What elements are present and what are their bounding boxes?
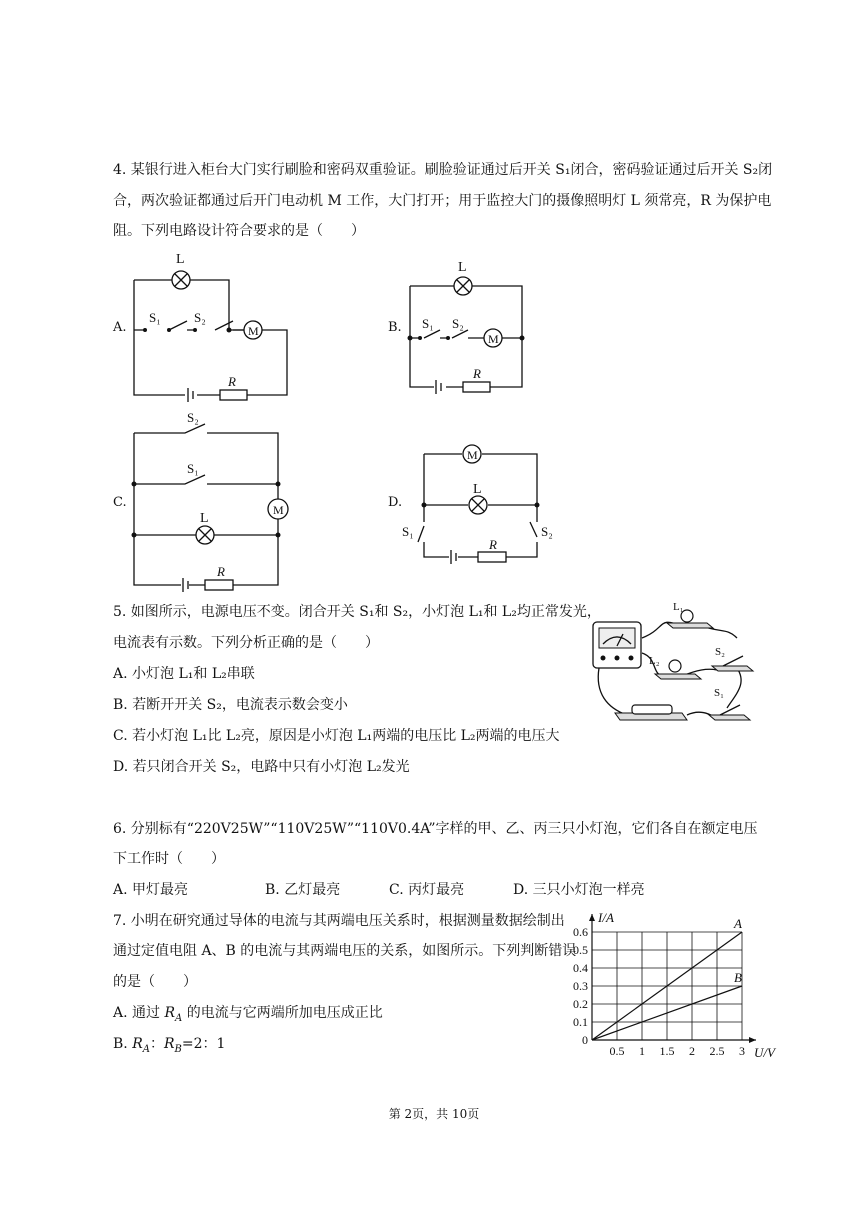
y-tick-label: 0.3 <box>573 979 588 993</box>
resistor-icon <box>478 552 506 562</box>
x-tick-label: 1 <box>639 1044 645 1058</box>
iu-chart <box>562 905 775 1065</box>
option-c-label: C. <box>113 495 127 510</box>
q5-option-c: C. 若小灯泡 L₁比 L₂亮，原因是小灯泡 L₁两端的电压比 L₂两端的电压大 <box>113 728 560 744</box>
y-tick-label: 0.5 <box>573 943 588 957</box>
q7-option-a: A. 通过 $R_A$ 的电流与它两端所加电压成正比 <box>113 1005 383 1024</box>
svg-text:S₂: S₂ <box>187 410 199 425</box>
x-tick-label: 2 <box>689 1044 695 1058</box>
y-tick-label: 0.2 <box>573 997 588 1011</box>
svg-text:S₁: S₁ <box>714 687 724 699</box>
bulb-icon <box>669 660 681 672</box>
circuit-b <box>400 258 530 398</box>
q5-line-2: 电流表有示数。下列分析正确的是（ ） <box>113 635 379 651</box>
resistor-icon <box>205 580 233 590</box>
svg-text:S₁: S₁ <box>187 461 199 476</box>
page-footer: 第 2页，共 10页 <box>388 1107 480 1121</box>
svg-text:R: R <box>489 537 497 552</box>
q6-line-1: 6. 分别标有“220V25W”“110V25W”“110V0.4A”字样的甲、乙、丙三只小灯泡，它们各自在额定电压 <box>113 821 758 837</box>
x-tick-label: 1.5 <box>659 1044 675 1058</box>
svg-text:S₂: S₂ <box>715 646 725 658</box>
option-d-label: D. <box>388 495 403 510</box>
x-tick-label: 3 <box>739 1044 745 1058</box>
svg-text:S₂: S₂ <box>194 310 206 325</box>
q6-option-d: D. 三只小灯泡一样亮 <box>513 882 645 898</box>
q5-option-d: D. 若只闭合开关 S₂，电路中只有小灯泡 L₂发光 <box>113 759 410 775</box>
q7-line-3: 的是（ ） <box>113 974 197 990</box>
series-label-B: B <box>734 970 742 985</box>
resistor-icon <box>463 382 490 392</box>
svg-text:R: R <box>473 366 481 381</box>
resistor-icon <box>220 390 247 400</box>
q6-option-b: B. 乙灯最亮 <box>265 882 341 898</box>
circuit-d <box>400 438 570 568</box>
x-tick-label: 2.5 <box>709 1044 725 1058</box>
x-tick-label: 0.5 <box>609 1044 625 1058</box>
q5-line-1: 5. 如图所示，电源电压不变。闭合开关 S₁和 S₂，小灯泡 L₁和 L₂均正常发光， <box>113 604 601 620</box>
y-tick-label: 0.4 <box>573 961 588 975</box>
switch-icon <box>712 666 753 671</box>
svg-text:L: L <box>200 511 209 526</box>
svg-text:M: M <box>467 448 478 462</box>
q4-line-1: 4. 某银行进入柜台大门实行刷脸和密码双重验证。刷脸验证通过后开关 S₁闭合，密码验证通过后开关 S₂闭 <box>113 162 773 178</box>
svg-text:L₁: L₁ <box>673 601 684 613</box>
svg-text:S₂: S₂ <box>452 316 464 331</box>
y-axis-arrow <box>589 914 595 921</box>
q4-line-3: 阻。下列电路设计符合要求的是（ ） <box>113 223 365 239</box>
svg-text:R: R <box>228 374 236 389</box>
lamp-base-icon <box>655 674 701 679</box>
chart-tick-labels <box>573 910 777 1060</box>
svg-text:S₂: S₂ <box>541 524 553 539</box>
circuit-a <box>125 245 300 410</box>
circuit-c <box>125 408 290 593</box>
svg-text:M: M <box>273 503 284 517</box>
svg-text:S₁: S₁ <box>402 524 414 539</box>
option-b-label: B. <box>388 320 402 335</box>
q6-option-c: C. 丙灯最亮 <box>389 882 465 898</box>
q4-line-2: 合，两次验证都通过后开门电动机 M 工作，大门打开；用于监控大门的摄像照明灯 L 须常亮，R 为保护电 <box>113 193 772 209</box>
svg-text:M: M <box>248 324 259 338</box>
svg-text:S₁: S₁ <box>149 310 161 325</box>
option-a-label: A. <box>113 320 127 335</box>
x-axis-arrow <box>749 1037 756 1043</box>
origin-label: 0 <box>582 1033 588 1047</box>
q5-circuit-illustration <box>587 598 757 733</box>
q7-line-1: 7. 小明在研究通过导体的电流与其两端电压关系时，根据测量数据绘制出 <box>113 913 565 929</box>
q7-line-2: 通过定值电阻 A、B 的电流与其两端电压的关系，如图所示。下列判断错误 <box>113 943 577 959</box>
q7-option-b: B. $R_A$：$R_B=2$：1 <box>113 1036 226 1055</box>
svg-text:M: M <box>488 332 499 346</box>
x-axis-label: U/V <box>754 1045 775 1060</box>
q6-line-2: 下工作时（ ） <box>113 851 225 867</box>
svg-text:L: L <box>458 260 467 275</box>
q5-option-b: B. 若断开开关 S₂，电流表示数会变小 <box>113 697 348 713</box>
svg-text:L₂: L₂ <box>649 655 660 667</box>
lamp-base-icon <box>667 623 713 628</box>
switch-icon <box>709 715 750 720</box>
svg-text:L: L <box>176 252 185 267</box>
y-tick-label: 0.6 <box>573 925 588 939</box>
q6-option-a: A. 甲灯最亮 <box>113 882 189 898</box>
series-label-A: A <box>734 916 742 931</box>
q5-option-a: A. 小灯泡 L₁和 L₂串联 <box>113 666 255 682</box>
svg-text:L: L <box>473 482 482 497</box>
y-axis-label: I/A <box>598 910 614 925</box>
svg-text:R: R <box>217 564 225 579</box>
svg-text:S₁: S₁ <box>422 316 434 331</box>
y-tick-label: 0.1 <box>573 1015 588 1029</box>
